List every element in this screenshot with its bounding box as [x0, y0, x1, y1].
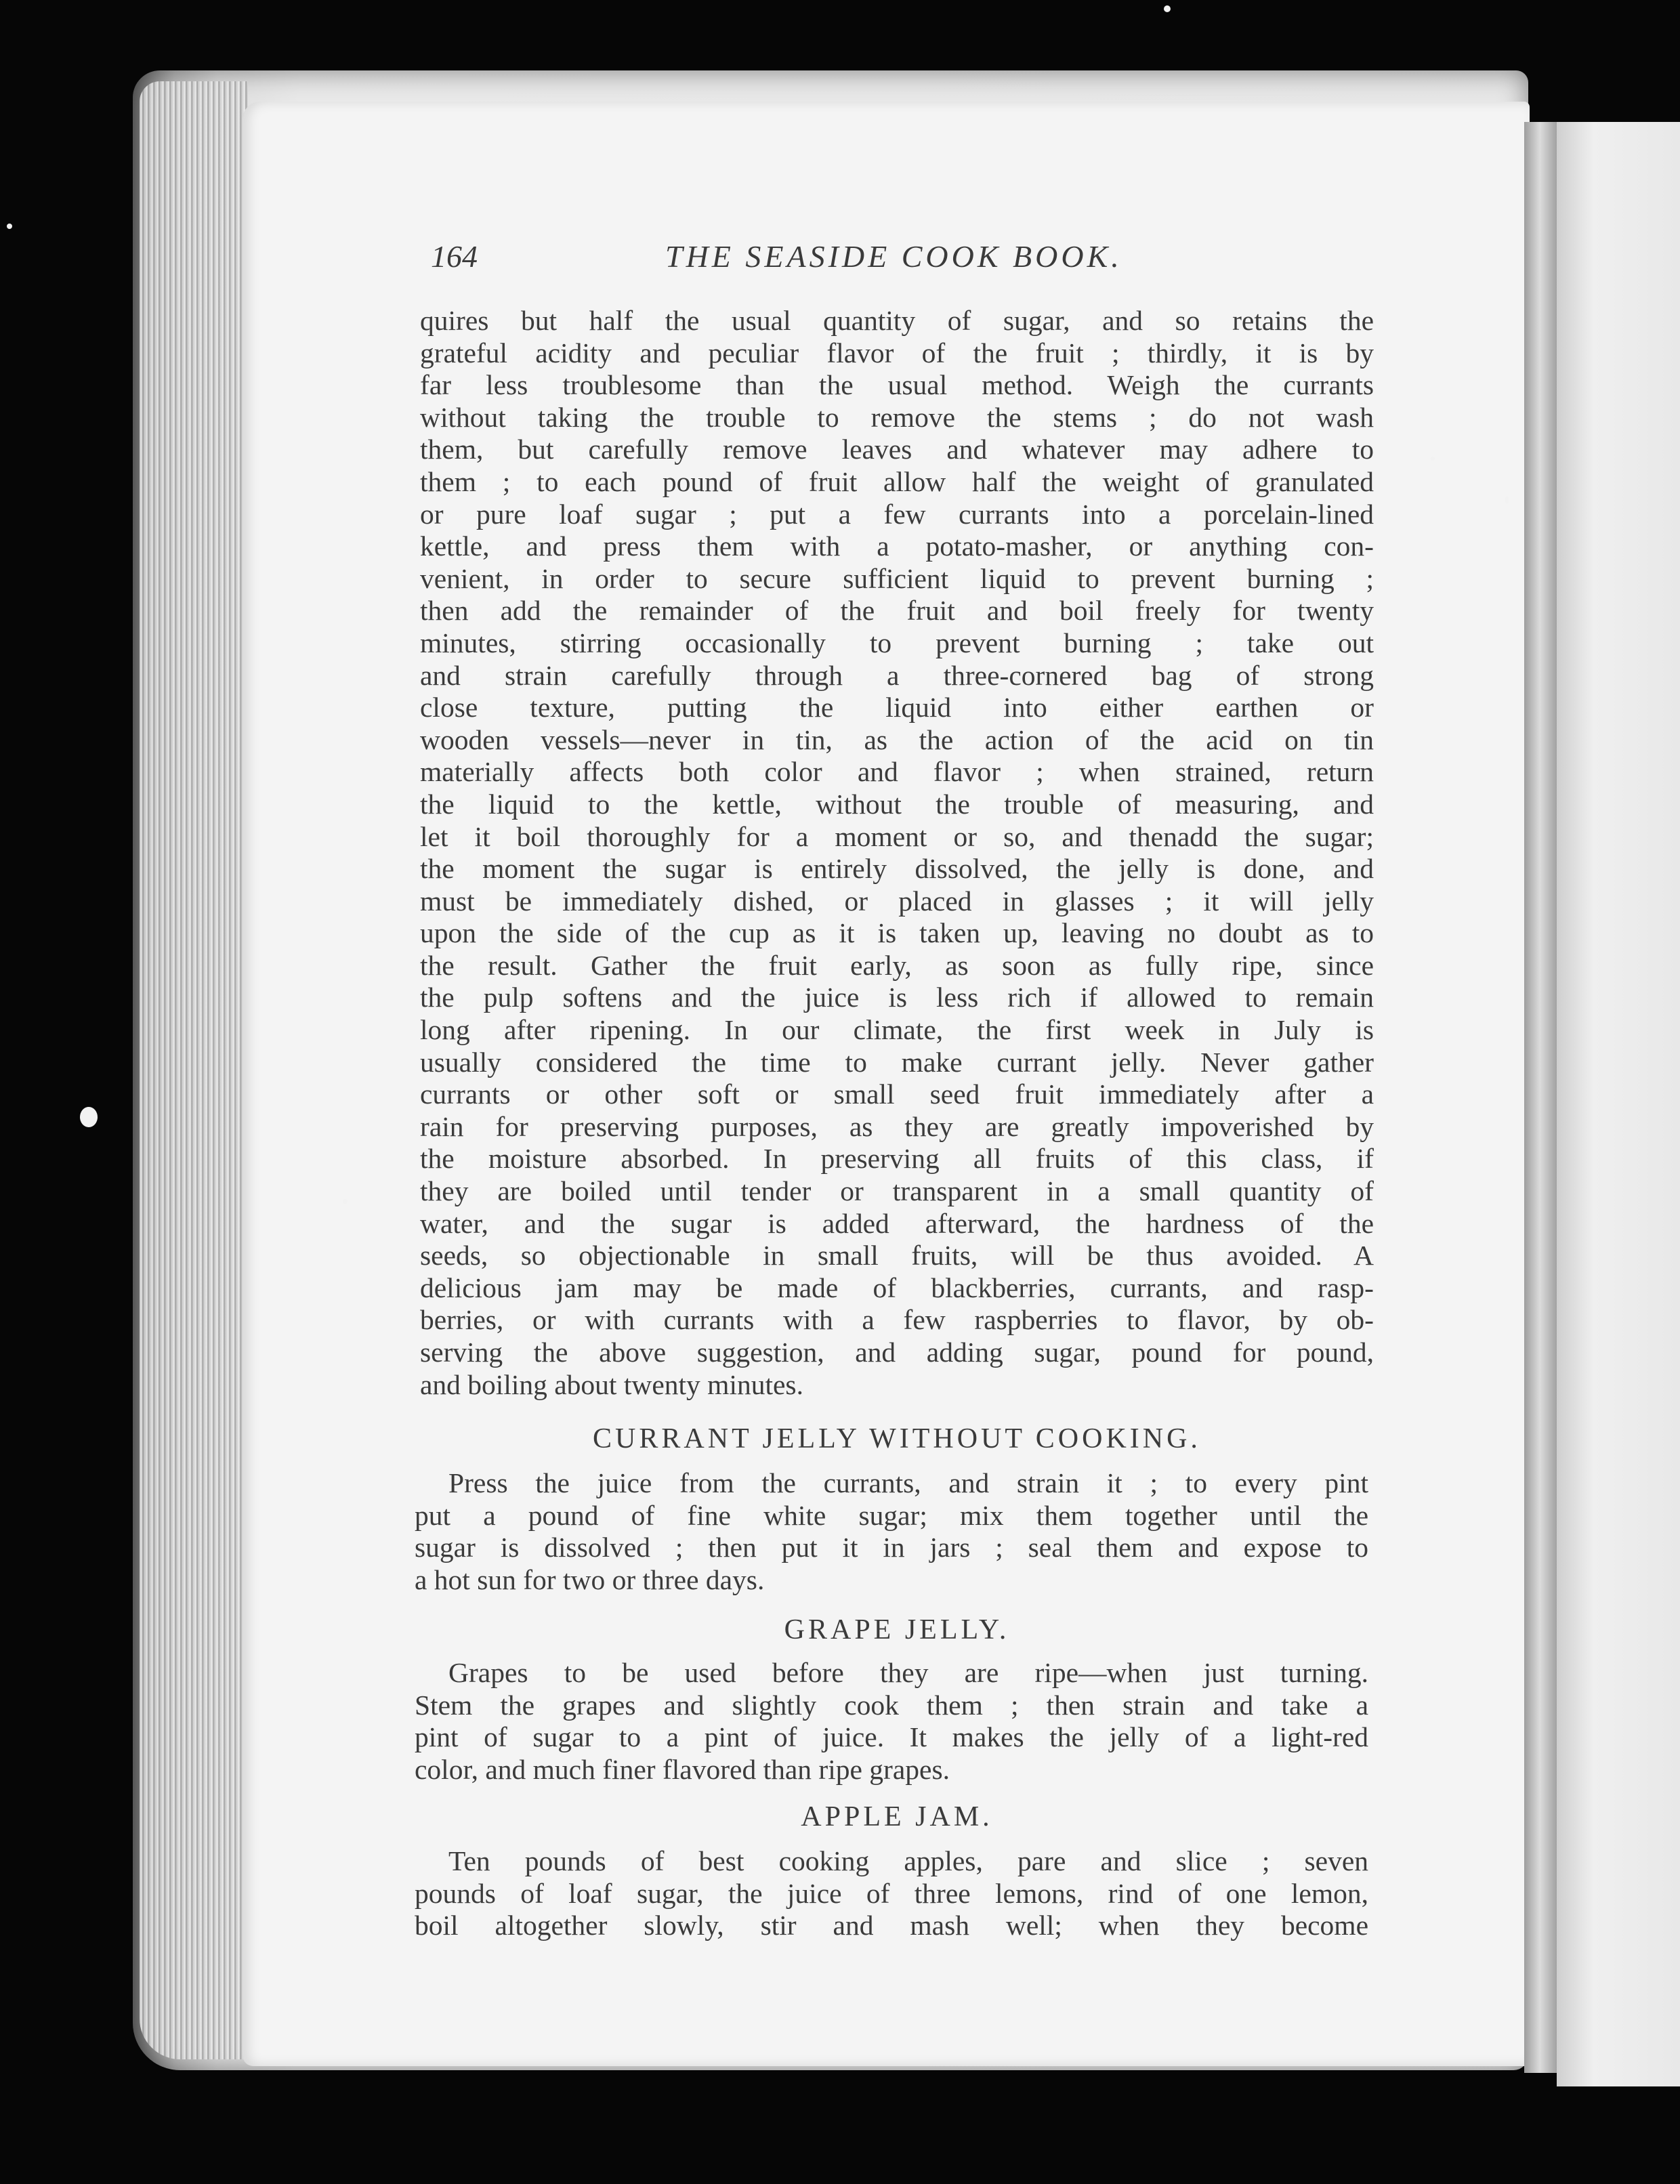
text-line: quires but half the usual quantity of sugar, and so retains the: [420, 305, 1374, 336]
section-heading-currant-jelly: CURRANT JELLY WITHOUT COOKING.: [593, 1423, 1201, 1454]
text-line: close texture, putting the liquid into either earthen or: [420, 692, 1374, 723]
text-line: and boiling about twenty minutes.: [420, 1368, 803, 1400]
text-line: long after ripening. In our climate, the first week in July is: [420, 1014, 1374, 1046]
text-line: them ; to each pound of fruit allow half the weight of granulated: [420, 465, 1374, 497]
body-paragraph: [420, 305, 1374, 1401]
text-line: a hot sun for two or three days.: [415, 1563, 765, 1595]
text-line: delicious jam may be made of blackberries, currants, and rasp-: [420, 1272, 1374, 1303]
dust-speck: [1505, 496, 1509, 504]
text-line: berries, or with currants with a few raspberries to flavor, by ob-: [420, 1304, 1374, 1336]
text-line: Grapes to be used before they are ripe—when just turning.: [448, 1657, 1368, 1688]
dust-speck: [1164, 5, 1171, 12]
text-line: sugar is dissolved ; then put it in jars ; seal them and expose to: [415, 1532, 1368, 1563]
text-line: the moment the sugar is entirely dissolved, the jelly is done, and: [420, 853, 1374, 885]
dust-speck: [343, 1199, 348, 1204]
page-number: 164: [431, 239, 478, 274]
recipe-paragraph-grape-jelly: [415, 1657, 1368, 1786]
section-heading-apple-jam: APPLE JAM.: [801, 1801, 993, 1832]
text-line: the result. Gather the fruit early, as soon as fully ripe, since: [420, 949, 1374, 981]
text-line: they are boiled until tender or transparent in a small quantity of: [420, 1175, 1374, 1207]
text-line: materially affects both color and flavor ; when strained, return: [420, 756, 1374, 788]
text-line: far less troublesome than the usual method. Weigh the currants: [420, 369, 1374, 401]
dust-speck: [80, 1107, 98, 1127]
text-line: currants or other soft or small seed fruit immediately after a: [420, 1078, 1374, 1110]
text-line: pounds of loaf sugar, the juice of three lemons, rind of one lemon,: [415, 1877, 1368, 1909]
text-line: put a pound of fine white sugar; mix them together until the: [415, 1499, 1368, 1531]
text-line: grateful acidity and peculiar flavor of the fruit ; thirdly, it is by: [420, 337, 1374, 369]
running-title: THE SEASIDE COOK BOOK.: [665, 239, 1122, 274]
dust-speck: [1431, 457, 1435, 461]
text-line: minutes, stirring occasionally to prevent burning ; take out: [420, 627, 1374, 658]
section-heading-grape-jelly: GRAPE JELLY.: [784, 1614, 1010, 1645]
text-line: Press the juice from the currants, and strain it ; to every pint: [448, 1467, 1368, 1498]
text-line: Ten pounds of best cooking apples, pare and slice ; seven: [448, 1845, 1368, 1876]
text-line: seeds, so objectionable in small fruits, will be thus avoided. A: [420, 1240, 1374, 1272]
text-line: wooden vessels—never in tin, as the action of the acid on tin: [420, 723, 1374, 755]
facing-page-edge: [1557, 122, 1680, 2086]
text-line: water, and the sugar is added afterward, the hardness of the: [420, 1207, 1374, 1239]
text-line: let it boil thoroughly for a moment or so, and thenadd the sugar;: [420, 820, 1374, 852]
text-line: and strain carefully through a three-cornered bag of strong: [420, 659, 1374, 691]
text-line: rain for preserving purposes, as they are greatly impoverished by: [420, 1110, 1374, 1142]
text-line: or pure loaf sugar ; put a few currants into a porcelain-lined: [420, 498, 1374, 530]
recipe-paragraph-currant-jelly: [415, 1467, 1368, 1596]
text-line: the liquid to the kettle, without the trouble of measuring, and: [420, 788, 1374, 820]
text-line: boil altogether slowly, stir and mash well; when they become: [415, 1910, 1368, 1941]
text-line: without taking the trouble to remove the stems ; do not wash: [420, 401, 1374, 433]
text-line: must be immediately dished, or placed in glasses ; it will jelly: [420, 885, 1374, 917]
text-line: serving the above suggestion, and adding sugar, pound for pound,: [420, 1337, 1374, 1368]
text-line: venient, in order to secure sufficient liquid to prevent burning ;: [420, 562, 1374, 594]
text-line: usually considered the time to make currant jelly. Never gather: [420, 1046, 1374, 1078]
text-line: them, but carefully remove leaves and whatever may adhere to: [420, 434, 1374, 465]
text-line: pint of sugar to a pint of juice. It makes the jelly of a light-red: [415, 1721, 1368, 1753]
recipe-paragraph-apple-jam: [415, 1845, 1368, 1942]
text-line: then add the remainder of the fruit and boil freely for twenty: [420, 595, 1374, 627]
text-line: color, and much finer flavored than ripe grapes.: [415, 1753, 950, 1785]
page-header: [431, 238, 1379, 286]
page-stack-edge: [140, 81, 248, 2059]
dust-speck: [7, 224, 12, 229]
text-line: kettle, and press them with a potato-masher, or anything con-: [420, 530, 1374, 562]
text-line: upon the side of the cup as it is taken up, leaving no doubt as to: [420, 917, 1374, 949]
text-line: the moisture absorbed. In preserving all fruits of this class, if: [420, 1143, 1374, 1175]
text-line: Stem the grapes and slightly cook them ; then strain and take a: [415, 1689, 1368, 1721]
text-line: the pulp softens and the juice is less rich if allowed to remain: [420, 982, 1374, 1013]
